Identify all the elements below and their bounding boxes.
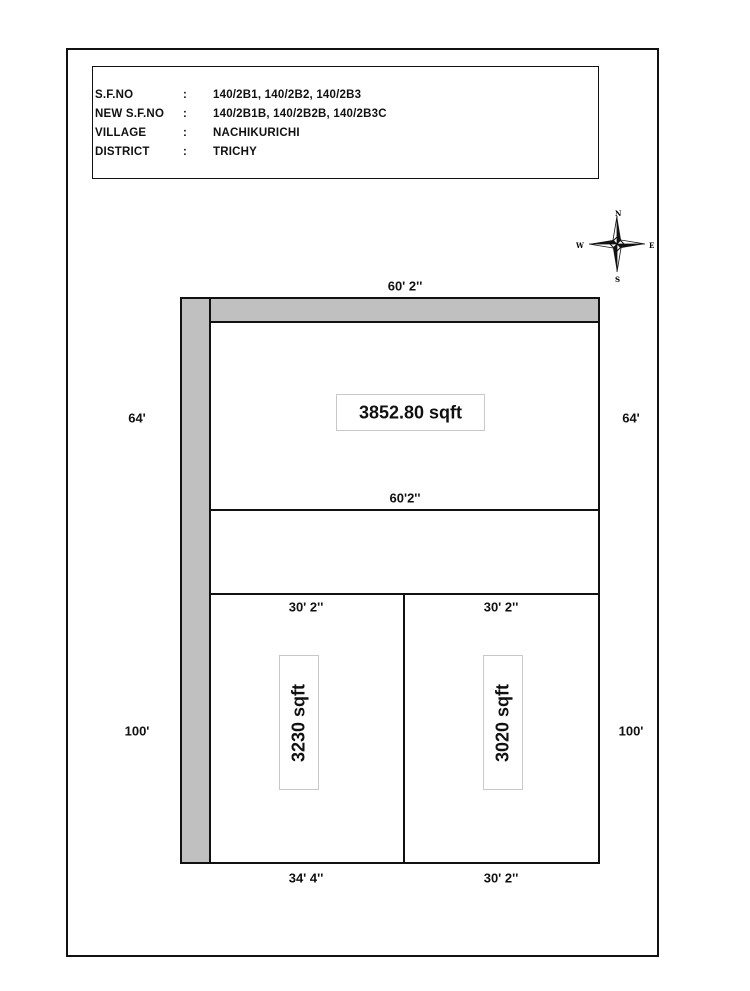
road-strip-left: [182, 299, 211, 862]
info-colon: :: [183, 146, 188, 158]
plot-boundary: [180, 297, 600, 864]
info-value: NACHIKURICHI: [213, 127, 300, 139]
info-colon: :: [183, 89, 188, 101]
dimension-top-width: 60' 2'': [387, 278, 423, 294]
info-label: S.F.NO: [95, 89, 134, 101]
area-box-bottom-right-plot: [483, 655, 523, 790]
info-label: VILLAGE: [95, 127, 147, 139]
road-strip-top: [210, 299, 598, 323]
area-box-top-plot: [336, 394, 485, 431]
dimension-left-upper: 64': [128, 410, 146, 426]
property-info-box: [92, 66, 599, 179]
area-label-bottom-left-plot: 3230 sqft: [288, 683, 309, 762]
compass-north-label: N: [615, 209, 622, 218]
info-label: DISTRICT: [95, 146, 150, 158]
dimension-right-lower: 100': [618, 723, 644, 739]
info-value: 140/2B1, 140/2B2, 140/2B3: [213, 89, 362, 101]
info-colon: :: [183, 127, 188, 139]
info-colon: :: [183, 108, 188, 120]
dimension-right-plot-bottom: 30' 2'': [483, 870, 519, 886]
compass-east-label: E: [649, 241, 655, 250]
dimension-left-lower: 100': [124, 723, 150, 739]
divider-middle-top: [210, 509, 598, 511]
area-label-bottom-right-plot: 3020 sqft: [492, 683, 513, 762]
info-label: NEW S.F.NO: [95, 108, 165, 120]
dimension-right-upper: 64': [622, 410, 640, 426]
compass-west-label: W: [576, 241, 584, 250]
dimension-right-plot-top: 30' 2'': [483, 599, 519, 615]
info-value: 140/2B1B, 140/2B2B, 140/2B3C: [213, 108, 387, 120]
dimension-left-plot-bottom: 34' 4'': [288, 870, 324, 886]
dimension-middle-width: 60'2'': [389, 490, 421, 506]
divider-bottom-plots: [403, 594, 405, 862]
dimension-left-plot-top: 30' 2'': [288, 599, 324, 615]
info-value: TRICHY: [213, 146, 258, 158]
compass-south-label: S: [615, 275, 621, 284]
area-label-top-plot: 3852.80 sqft: [358, 402, 463, 422]
compass-rose-icon: [574, 208, 660, 284]
area-box-bottom-left-plot: [279, 655, 319, 790]
